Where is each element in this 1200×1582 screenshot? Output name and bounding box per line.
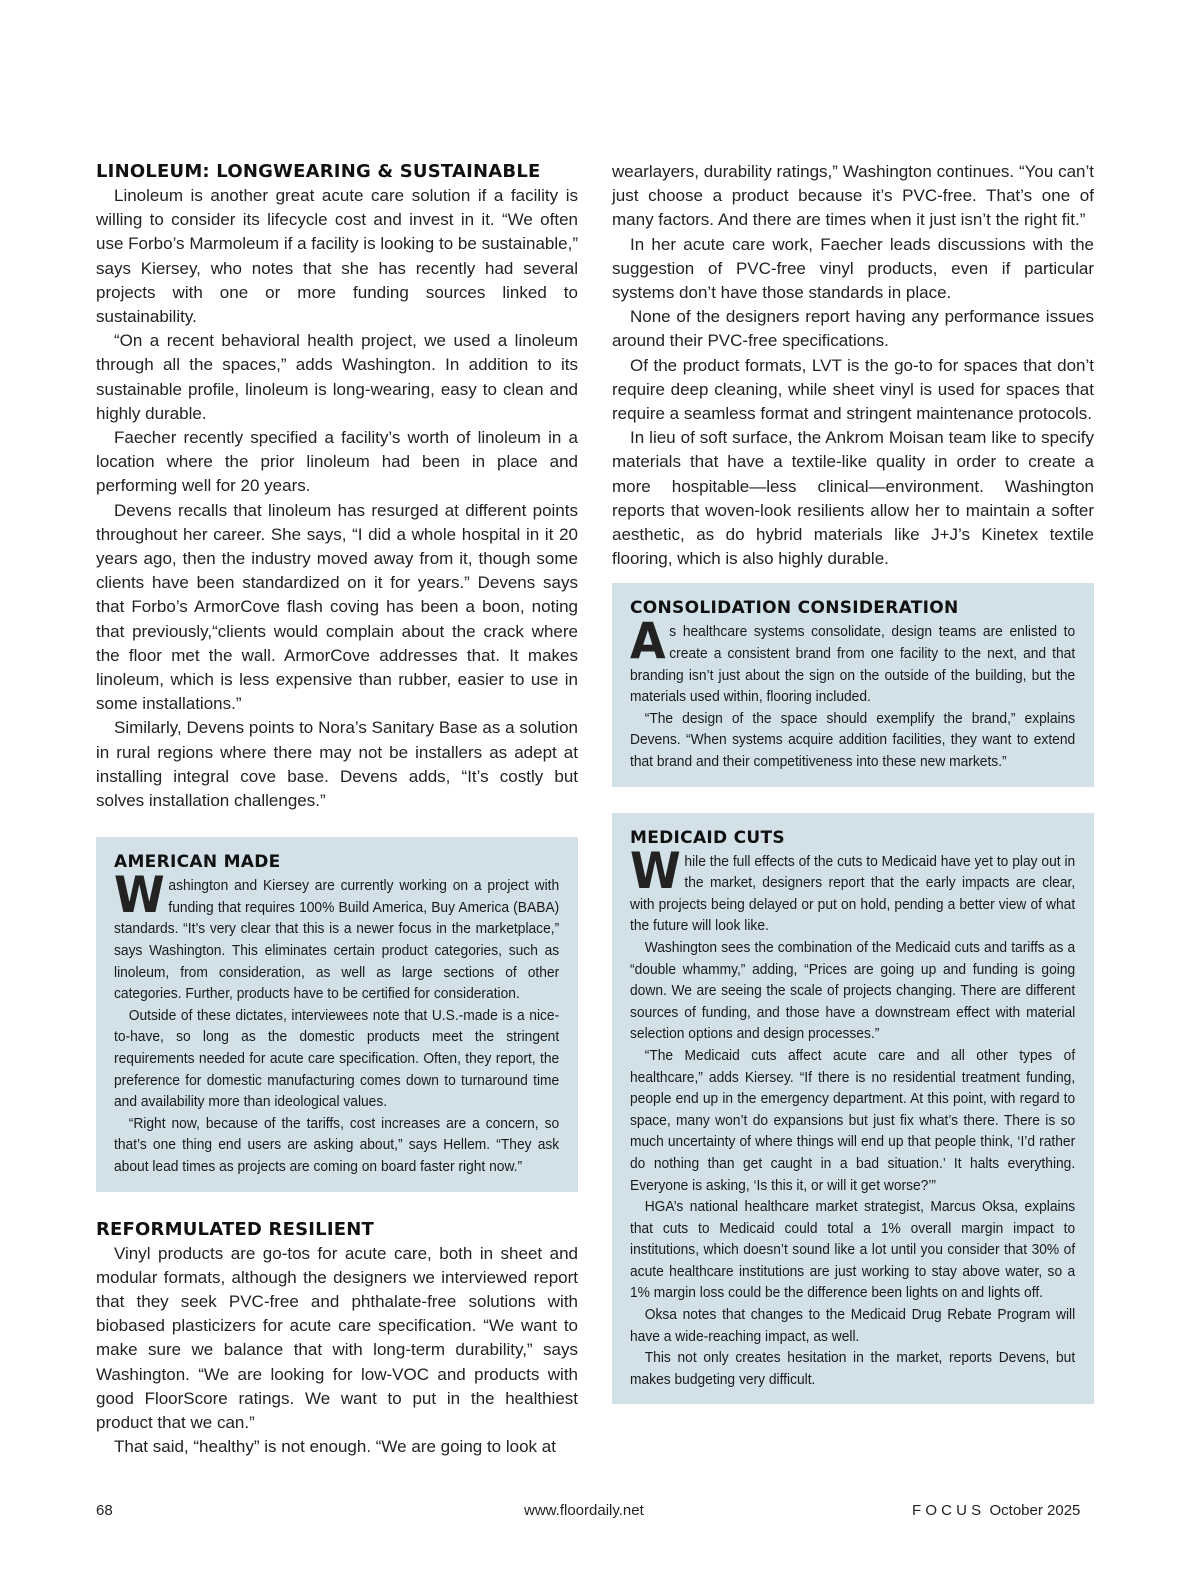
body-paragraph: Of the product formats, LVT is the go-to for spaces that don’t require deep cleaning, while sheet vinyl is used for spaces that require a seamless format and stringent maintenance protocols. (612, 355, 1094, 424)
sidebar-first-paragraph: Washington and Kiersey are currently working on a project with funding that requires 100% Build America, Buy America (BABA) standards. “It’s very clear that this is a newer focus in the marketplace,” says Washington. This eliminates certain product categories, such as linoleum, from consideration, as well as large sections of other categories. Further, products have to be certified for consideration. (114, 866, 560, 1003)
sidebar-paragraph: Washington sees the combination of the Medicaid cuts and tariffs as a “double whammy,” adding, “Prices are going up and funding is going down. We are seeing the scale of projects changing. There are different sources of funding, and those have a downstream effect with material selection options and design processes.” (630, 938, 1076, 1043)
body-paragraph: That said, “healthy” is not enough. “We are going to look at (114, 1437, 556, 1457)
page-number: 68 (96, 1502, 113, 1519)
section-heading-linoleum: LINOLEUM: LONGWEARING & SUSTAINABLE (96, 161, 541, 182)
resilient-section (96, 1218, 578, 1460)
linoleum-section (96, 160, 578, 813)
section-heading-resilient: REFORMULATED RESILIENT (96, 1218, 374, 1240)
sidebar-consolidation (612, 583, 1094, 786)
right-column (612, 160, 1094, 1404)
sidebar-heading-american-made: AMERICAN MADE (114, 852, 281, 873)
website-url: www.floordaily.net (524, 1502, 644, 1519)
sidebar-heading-consolidation: CONSOLIDATION CONSIDERATION (630, 598, 959, 619)
sidebar-paragraph: Oksa notes that changes to the Medicaid Drug Rebate Program will have a wide-reaching impact, as well. (630, 1306, 1076, 1345)
sidebar-paragraph: This not only creates hesitation in the market, reports Devens, but makes budgeting very difficult. (630, 1349, 1076, 1388)
body-paragraph: wearlayers, durability ratings,” Washington continues. “You can’t just choose a product because it’s PVC-free. That’s one of many factors. And there are times when it just isn’t the right fit.” (612, 162, 1094, 230)
left-column (96, 160, 578, 1459)
body-paragraph: Faecher recently specified a facility’s worth of linoleum in a location where the prior linoleum had been in place and performing well for 20 years. (96, 428, 578, 496)
body-paragraph: Linoleum is another great acute care solution if a facility is willing to consider its lifecycle cost and invest in it. “We often use Forbo’s Marmoleum if a facility is looking to be sustainable,” says Kiersey, who notes that she has recently had several projects with one or more funding sources linked to sustainability. (96, 186, 578, 327)
sidebar-medicaid (612, 813, 1094, 1405)
body-paragraph: Devens recalls that linoleum has resurged at different points throughout her career. She says, “I did a whole hospital in it 20 years ago, then the industry moved away from it, though some clients have been standardized on it for years.” Devens says that Forbo’s ArmorCove flash coving has been a boon, noting that previously,“clients would complain about the crack where the floor met the wall. ArmorCove addresses that. It makes linoleum, which is less expensive than rubber, easier to use in some installations.” (96, 500, 578, 714)
issue-label: F O C U S October 2025 (912, 1502, 1081, 1519)
sidebar-paragraph: “The Medicaid cuts affect acute care and all other types of healthcare,” adds Kiersey. “If there is no residential treatment funding, people end up in the emergency department. At this point, with regard to space, many won’t do expansions but just fix what’s there. There is so much uncertainty of where things will end up that people think, ‘I’d rather do nothing than get caught in a bad situation.’ It halts everything. Everyone is asking, ‘Is this it, or will it get worse?’” (630, 1046, 1076, 1194)
body-paragraph: In lieu of soft surface, the Ankrom Moisan team like to specify materials that have a textile-like quality in order to create a more hospitable—less clinical—environment. Washington reports that woven-look resilients allow her to maintain a softer aesthetic, as do hybrid materials like J+J’s Kinetex textile flooring, which is also highly durable. (612, 428, 1094, 569)
sidebar-heading-medicaid: MEDICAID CUTS (630, 827, 785, 848)
sidebar-paragraph: Outside of these dictates, interviewees note that U.S.-made is a nice-to-have, so long as the domestic products meet the stringent requirements needed for acute care specification. Often, they report, the preference for domestic manufacturing comes down to turnaround time and availability more than ideological values. (114, 1006, 560, 1111)
sidebar-first-paragraph: As healthcare systems consolidate, design teams are enlisted to create a consistent brand from one facility to the next, and that branding isn’t just about the sign on the outside of the building, but the materials used within, flooring included. (630, 612, 1076, 706)
body-paragraph: “On a recent behavioral health project, we used a linoleum through all the spaces,” adds Washington. In addition to its sustainable profile, linoleum is long-wearing, easy to clean and highly durable. (96, 331, 578, 423)
drop-cap: A (630, 612, 666, 671)
body-paragraph: Vinyl products are go-tos for acute care, both in sheet and modular formats, although the designers we interviewed report that they seek PVC-free and phthalate-free solutions with biobased plasticizers for acute care specification. “We want to make sure we balance that with long-term durability,” says Washington. “We are looking for low-VOC and products with good FloorScore ratings. We want to put in the healthiest product that we can.” (96, 1243, 578, 1433)
sidebar-paragraph: “The design of the space should exemplify the brand,” explains Devens. “When systems acquire addition facilities, they want to extend that brand and their competitiveness into these new markets.” (630, 709, 1076, 771)
body-paragraph: Similarly, Devens points to Nora’s Sanitary Base as a solution in rural regions where there may not be installers as adept at installing integral cove base. Devens adds, “It’s costly but solves installation challenges.” (96, 718, 578, 811)
body-paragraph: None of the designers report having any performance issues around their PVC-free specifications. (612, 307, 1094, 351)
drop-cap: W (114, 866, 165, 925)
body-paragraph: In her acute care work, Faecher leads discussions with the suggestion of PVC-free vinyl products, even if particular systems don’t have those standards in place. (612, 234, 1094, 303)
sidebar-first-paragraph: While the full effects of the cuts to Medicaid have yet to play out in the market, designers report that the early impacts are clear, with projects being delayed or put on hold, pending a better view of what the future will look like. (630, 841, 1076, 935)
sidebar-paragraph: “Right now, because of the tariffs, cost increases are a concern, so that’s one thing end users are asking about,” says Hellem. “They ask about lead times as projects are coming on board faster right now.” (114, 1114, 560, 1175)
drop-cap: W (630, 841, 681, 900)
sidebar-american-made (96, 837, 578, 1191)
sidebar-paragraph: HGA’s national healthcare market strategist, Marcus Oksa, explains that cuts to Medicaid could total a 1% overall margin impact to institutions, which doesn’t sound like a lot until you consider that 30% of acute healthcare institutions are just working to stay above water, so a 1% margin loss could be the difference been lights on and lights off. (630, 1198, 1076, 1302)
